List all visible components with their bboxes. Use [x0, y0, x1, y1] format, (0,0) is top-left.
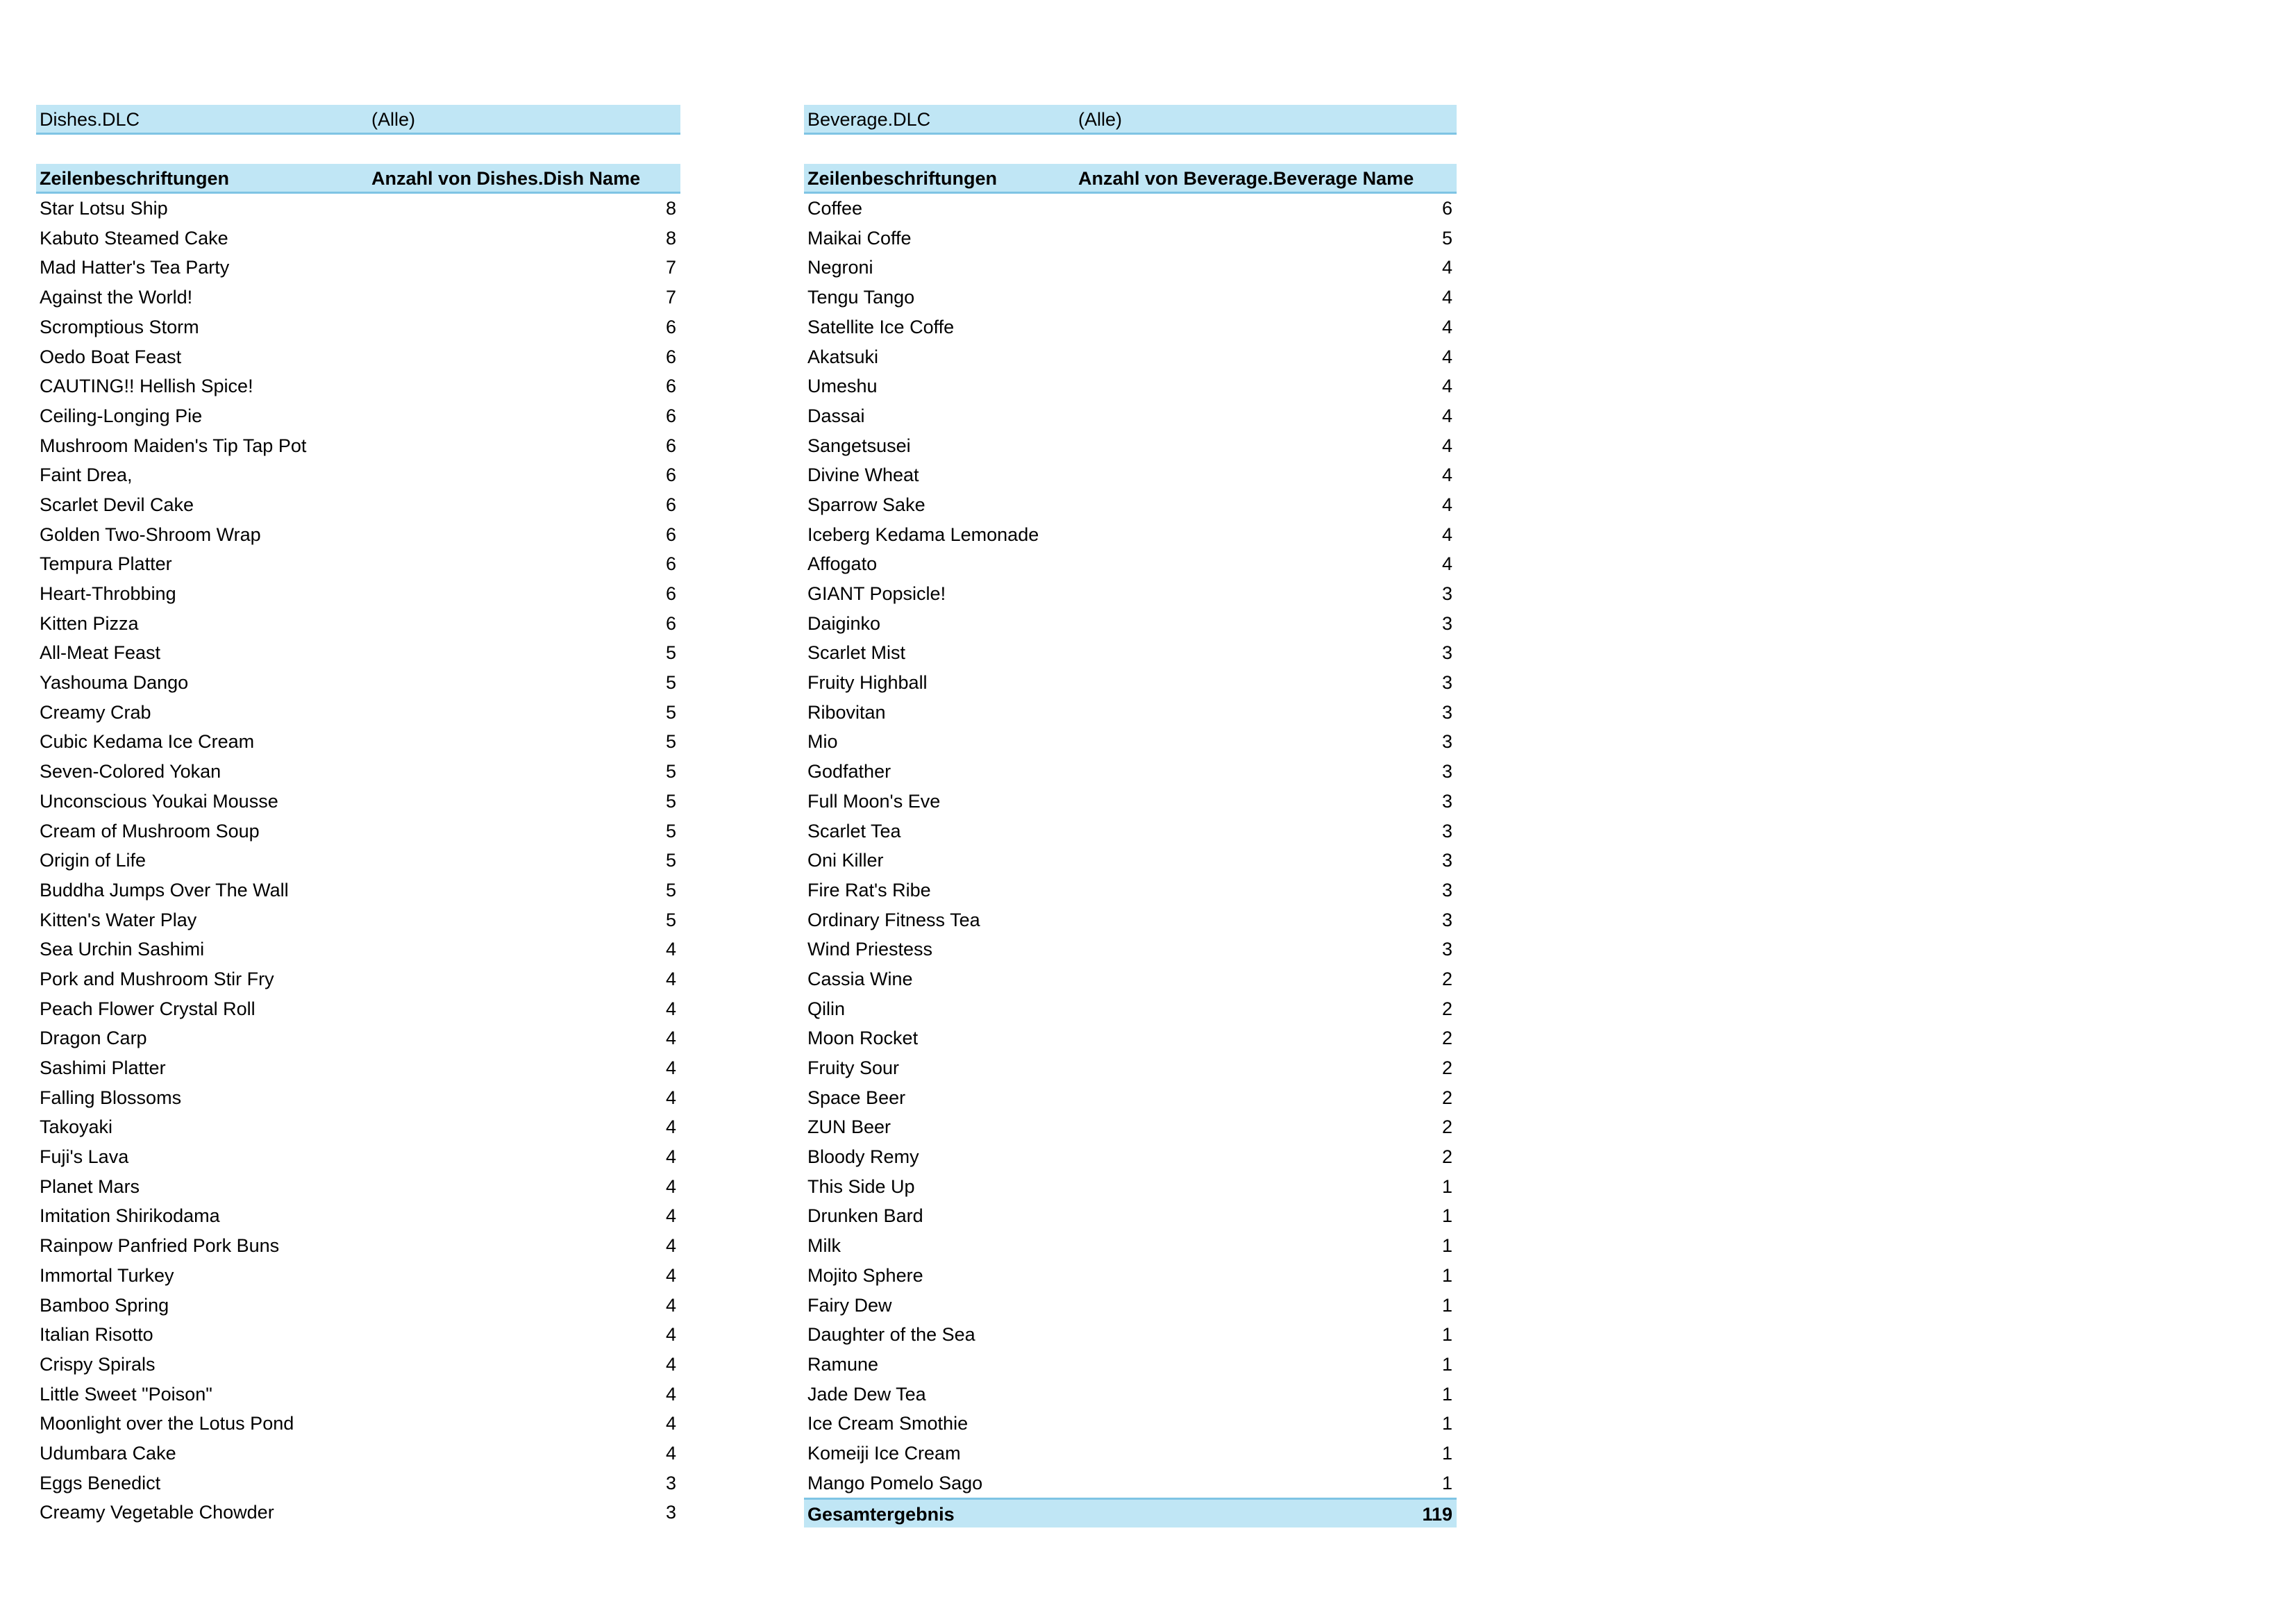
beverage-row-name: Bloody Remy	[807, 1146, 919, 1168]
beverage-row-name: Fruity Sour	[807, 1057, 900, 1078]
dishes-row-count: 5	[665, 820, 676, 842]
dishes-row-count: 5	[665, 790, 676, 812]
beverage-row-name: Oni Killer	[807, 850, 884, 871]
beverage-row-count: 1	[1441, 1413, 1452, 1434]
beverage-row-name: Affogato	[807, 553, 878, 575]
dishes-table-row[interactable]	[36, 1439, 680, 1468]
beverage-table-row[interactable]	[804, 1172, 1457, 1202]
beverage-row-count: 2	[1441, 1116, 1452, 1138]
beverage-table-row[interactable]	[804, 401, 1457, 431]
beverage-row-name: Fruity Highball	[807, 672, 928, 694]
beverage-table-row[interactable]	[804, 1201, 1457, 1231]
beverage-table-row[interactable]	[804, 1291, 1457, 1321]
beverage-table-row[interactable]	[804, 579, 1457, 609]
dishes-row-count: 6	[665, 316, 676, 337]
beverage-row-name: Dassai	[807, 405, 865, 426]
beverage-row-name: Iceberg Kedama Lemonade	[807, 524, 1039, 545]
beverage-row-count: 4	[1441, 524, 1452, 545]
beverage-table-row[interactable]	[804, 342, 1457, 372]
dishes-row-name: Italian Risotto	[40, 1324, 153, 1346]
beverage-row-name: Mango Pomelo Sago	[807, 1472, 983, 1493]
beverage-total-value: 119	[1422, 1504, 1452, 1525]
beverage-table-row[interactable]	[804, 1320, 1457, 1350]
beverage-filter-value[interactable]: (Alle)	[1078, 109, 1123, 130]
beverage-row-count: 3	[1441, 820, 1452, 842]
beverage-table-row[interactable]	[804, 1439, 1457, 1468]
beverage-row-name: Tengu Tango	[807, 287, 915, 308]
dishes-row-name: Takoyaki	[40, 1116, 113, 1138]
dishes-row-name: Cubic Kedama Ice Cream	[40, 731, 255, 753]
beverage-row-count: 3	[1441, 939, 1452, 960]
dishes-table-row[interactable]	[36, 401, 680, 431]
dishes-row-name: Sea Urchin Sashimi	[40, 939, 205, 960]
beverage-row-name: Satellite Ice Coffe	[807, 316, 955, 337]
beverage-row-count: 3	[1441, 701, 1452, 723]
dishes-table-row[interactable]	[36, 1142, 680, 1172]
dishes-row-name: Bamboo Spring	[40, 1294, 169, 1316]
beverage-table-row[interactable]	[804, 253, 1457, 283]
beverage-table-row[interactable]	[804, 1142, 1457, 1172]
beverage-row-name: Maikai Coffe	[807, 227, 912, 249]
dishes-table-row[interactable]	[36, 727, 680, 757]
dishes-table-row[interactable]	[36, 579, 680, 609]
beverage-row-count: 2	[1441, 1146, 1452, 1168]
dishes-row-name: Tempura Platter	[40, 553, 172, 575]
beverage-row-count: 4	[1441, 376, 1452, 397]
dishes-table-row[interactable]	[36, 253, 680, 283]
beverage-row-name: Coffee	[807, 198, 863, 219]
dishes-table-row[interactable]	[36, 1350, 680, 1380]
dishes-table-row[interactable]	[36, 1201, 680, 1231]
beverage-row-count: 3	[1441, 850, 1452, 871]
beverage-row-name: Ramune	[807, 1353, 879, 1375]
dishes-row-name: Crispy Spirals	[40, 1353, 156, 1375]
dishes-row-name: Scarlet Devil Cake	[40, 494, 194, 515]
dishes-table-row[interactable]	[36, 1083, 680, 1113]
beverage-row-name: Fire Rat's Ribe	[807, 879, 931, 901]
beverage-table-row[interactable]	[804, 194, 1457, 224]
dishes-row-name: Seven-Colored Yokan	[40, 761, 221, 782]
dishes-table-row[interactable]	[36, 638, 680, 668]
dishes-row-name: Creamy Crab	[40, 701, 151, 723]
beverage-row-count: 3	[1441, 909, 1452, 930]
beverage-count-header: Anzahl von Beverage.Beverage Name	[1078, 168, 1414, 190]
dishes-table-row[interactable]	[36, 549, 680, 579]
beverage-row-name: Ice Cream Smothie	[807, 1413, 969, 1434]
beverage-filter-field: Beverage.DLC	[807, 109, 931, 130]
dishes-row-name: Creamy Vegetable Chowder	[40, 1502, 274, 1523]
beverage-row-count: 3	[1441, 583, 1452, 604]
beverage-table-row[interactable]	[804, 994, 1457, 1024]
beverage-row-name: Qilin	[807, 998, 846, 1019]
dishes-row-count: 6	[665, 553, 676, 575]
dishes-row-count: 4	[665, 1294, 676, 1316]
dishes-row-count: 8	[665, 227, 676, 249]
beverage-row-count: 6	[1441, 198, 1452, 219]
dishes-table-row[interactable]	[36, 1023, 680, 1053]
dishes-row-count: 4	[665, 939, 676, 960]
beverage-row-count: 3	[1441, 731, 1452, 753]
dishes-table-row[interactable]	[36, 935, 680, 964]
dishes-row-name: Golden Two-Shroom Wrap	[40, 524, 261, 545]
beverage-row-count: 4	[1441, 316, 1452, 337]
dishes-row-count: 4	[665, 1087, 676, 1108]
beverage-table-row[interactable]	[804, 520, 1457, 550]
beverage-row-name: Wind Priestess	[807, 939, 933, 960]
beverage-row-count: 2	[1441, 1057, 1452, 1078]
dishes-row-name: Heart-Throbbing	[40, 583, 176, 604]
beverage-table-row[interactable]	[804, 609, 1457, 639]
beverage-row-name: Full Moon's Eve	[807, 790, 941, 812]
beverage-row-name: ZUN Beer	[807, 1116, 891, 1138]
dishes-row-name: Ceiling-Longing Pie	[40, 405, 203, 426]
dishes-table-row[interactable]	[36, 846, 680, 876]
dishes-row-name: Against the World!	[40, 287, 193, 308]
beverage-row-count: 2	[1441, 1087, 1452, 1108]
beverage-row-name: Daiginko	[807, 612, 881, 634]
beverage-table-row[interactable]	[804, 1468, 1457, 1498]
beverage-filter-row[interactable]	[804, 105, 1457, 135]
beverage-table-row[interactable]	[804, 1350, 1457, 1380]
dishes-table-row[interactable]	[36, 1053, 680, 1083]
beverage-table-row[interactable]	[804, 371, 1457, 401]
dishes-table-row[interactable]	[36, 520, 680, 550]
beverage-row-labels-header[interactable]: Zeilenbeschriftungen	[807, 168, 998, 190]
dishes-row-name: CAUTING!! Hellish Spice!	[40, 376, 253, 397]
dishes-row-name: Kitten Pizza	[40, 612, 139, 634]
beverage-pivot-table	[804, 105, 1457, 1527]
dishes-row-name: Immortal Turkey	[40, 1264, 174, 1286]
dishes-row-name: Imitation Shirikodama	[40, 1205, 220, 1227]
dishes-row-count: 6	[665, 612, 676, 634]
dishes-row-name: Fuji's Lava	[40, 1146, 129, 1168]
dishes-row-name: Star Lotsu Ship	[40, 198, 168, 219]
beverage-row-name: Komeiji Ice Cream	[807, 1442, 961, 1464]
beverage-table-row[interactable]	[804, 876, 1457, 905]
dishes-row-name: Sashimi Platter	[40, 1057, 166, 1078]
beverage-row-count: 4	[1441, 405, 1452, 426]
dishes-row-count: 5	[665, 850, 676, 871]
dishes-count-header: Anzahl von Dishes.Dish Name	[371, 168, 641, 190]
dishes-table-row[interactable]	[36, 283, 680, 312]
beverage-table-row[interactable]	[804, 964, 1457, 994]
beverage-table-row[interactable]	[804, 698, 1457, 728]
beverage-row-count: 4	[1441, 435, 1452, 456]
beverage-row-count: 4	[1441, 346, 1452, 367]
dishes-row-name: Cream of Mushroom Soup	[40, 820, 260, 842]
dishes-row-name: Yashouma Dango	[40, 672, 189, 694]
dishes-filter-value[interactable]: (Alle)	[371, 109, 416, 130]
dishes-spacer	[36, 135, 680, 165]
dishes-row-count: 4	[665, 1116, 676, 1138]
dishes-row-count: 4	[665, 1175, 676, 1197]
dishes-table-row[interactable]	[36, 609, 680, 639]
beverage-row-count: 1	[1441, 1472, 1452, 1493]
dishes-row-count: 4	[665, 1146, 676, 1168]
beverage-row-count: 4	[1441, 287, 1452, 308]
dishes-row-count: 4	[665, 1324, 676, 1346]
beverage-row-name: Umeshu	[807, 376, 878, 397]
dishes-row-count: 6	[665, 346, 676, 367]
dishes-row-count: 4	[665, 968, 676, 989]
beverage-row-count: 3	[1441, 612, 1452, 634]
beverage-row-count: 4	[1441, 494, 1452, 515]
beverage-table-row[interactable]	[804, 668, 1457, 698]
dishes-row-count: 6	[665, 376, 676, 397]
dishes-table-row[interactable]	[36, 1261, 680, 1291]
beverage-row-name: Ordinary Fitness Tea	[807, 909, 980, 930]
beverage-total-label: Gesamtergebnis	[807, 1504, 955, 1525]
beverage-table-row[interactable]	[804, 1261, 1457, 1291]
beverage-table-row[interactable]	[804, 1409, 1457, 1439]
beverage-row-count: 5	[1441, 227, 1452, 249]
dishes-row-count: 3	[665, 1472, 676, 1493]
beverage-row-name: Milk	[807, 1235, 841, 1257]
beverage-row-name: GIANT Popsicle!	[807, 583, 946, 604]
beverage-row-name: Drunken Bard	[807, 1205, 923, 1227]
dishes-table-row[interactable]	[36, 342, 680, 372]
beverage-row-count: 4	[1441, 553, 1452, 575]
beverage-row-name: Divine Wheat	[807, 464, 919, 486]
dishes-row-name: Scromptious Storm	[40, 316, 199, 337]
beverage-row-name: Sangetsusei	[807, 435, 911, 456]
beverage-row-name: This Side Up	[807, 1175, 915, 1197]
dishes-row-count: 6	[665, 435, 676, 456]
dishes-row-name: Eggs Benedict	[40, 1472, 161, 1493]
beverage-header-row	[804, 164, 1457, 194]
dishes-table-row[interactable]	[36, 1468, 680, 1498]
beverage-spacer	[804, 135, 1457, 165]
dishes-table-row[interactable]	[36, 1172, 680, 1202]
dishes-table-row[interactable]	[36, 224, 680, 253]
dishes-row-count: 5	[665, 731, 676, 753]
dishes-row-count: 6	[665, 405, 676, 426]
dishes-row-name: Mushroom Maiden's Tip Tap Pot	[40, 435, 307, 456]
beverage-table-row[interactable]	[804, 638, 1457, 668]
dishes-table-row[interactable]	[36, 1291, 680, 1321]
beverage-table-row[interactable]	[804, 1231, 1457, 1261]
dishes-row-count: 5	[665, 642, 676, 664]
dishes-table-row[interactable]	[36, 787, 680, 817]
dishes-pivot-table	[36, 105, 680, 1527]
dishes-row-name: Kabuto Steamed Cake	[40, 227, 228, 249]
dishes-table-row[interactable]	[36, 1409, 680, 1439]
beverage-row-name: Mio	[807, 731, 838, 753]
beverage-row-count: 1	[1441, 1294, 1452, 1316]
dishes-row-count: 6	[665, 583, 676, 604]
beverage-row-name: Space Beer	[807, 1087, 906, 1108]
beverage-table-row[interactable]	[804, 905, 1457, 935]
dishes-table-row[interactable]	[36, 1231, 680, 1261]
dishes-table-row[interactable]	[36, 490, 680, 520]
dishes-row-labels-header[interactable]: Zeilenbeschriftungen	[40, 168, 230, 190]
beverage-total-row	[804, 1498, 1457, 1527]
beverage-table-row[interactable]	[804, 1083, 1457, 1113]
beverage-table-row[interactable]	[804, 817, 1457, 846]
dishes-table-row[interactable]	[36, 371, 680, 401]
dishes-table-row[interactable]	[36, 460, 680, 490]
dishes-row-name: Udumbara Cake	[40, 1442, 176, 1464]
beverage-row-name: Scarlet Mist	[807, 642, 906, 664]
dishes-table-row[interactable]	[36, 876, 680, 905]
dishes-row-count: 4	[665, 1057, 676, 1078]
dishes-row-count: 4	[665, 1383, 676, 1405]
beverage-table-row[interactable]	[804, 549, 1457, 579]
dishes-table-row[interactable]	[36, 1498, 680, 1527]
beverage-table-row[interactable]	[804, 727, 1457, 757]
dishes-row-count: 5	[665, 909, 676, 930]
beverage-row-count: 1	[1441, 1324, 1452, 1346]
beverage-table-row[interactable]	[804, 1023, 1457, 1053]
beverage-row-count: 1	[1441, 1235, 1452, 1257]
dishes-row-name: Buddha Jumps Over The Wall	[40, 879, 289, 901]
dishes-row-count: 4	[665, 1413, 676, 1434]
dishes-row-name: Oedo Boat Feast	[40, 346, 182, 367]
dishes-row-count: 5	[665, 701, 676, 723]
dishes-table-row[interactable]	[36, 1320, 680, 1350]
beverage-table-row[interactable]	[804, 1112, 1457, 1142]
beverage-table-row[interactable]	[804, 935, 1457, 964]
dishes-row-name: Peach Flower Crystal Roll	[40, 998, 255, 1019]
beverage-row-name: Akatsuki	[807, 346, 879, 367]
beverage-row-count: 1	[1441, 1442, 1452, 1464]
beverage-row-count: 1	[1441, 1383, 1452, 1405]
dishes-row-count: 4	[665, 1264, 676, 1286]
dishes-row-count: 4	[665, 998, 676, 1019]
beverage-row-name: Fairy Dew	[807, 1294, 892, 1316]
beverage-table-row[interactable]	[804, 312, 1457, 342]
dishes-table-row[interactable]	[36, 1380, 680, 1409]
beverage-row-count: 3	[1441, 642, 1452, 664]
dishes-filter-row[interactable]	[36, 105, 680, 135]
beverage-table-row[interactable]	[804, 224, 1457, 253]
dishes-row-count: 7	[665, 287, 676, 308]
dishes-row-count: 6	[665, 464, 676, 486]
dishes-table-row[interactable]	[36, 431, 680, 461]
dishes-row-count: 8	[665, 198, 676, 219]
dishes-row-name: Kitten's Water Play	[40, 909, 197, 930]
beverage-row-count: 1	[1441, 1264, 1452, 1286]
beverage-row-count: 4	[1441, 257, 1452, 278]
beverage-table-row[interactable]	[804, 787, 1457, 817]
beverage-row-name: Scarlet Tea	[807, 820, 901, 842]
dishes-row-count: 5	[665, 879, 676, 901]
dishes-table-row[interactable]	[36, 312, 680, 342]
beverage-row-name: Cassia Wine	[807, 968, 913, 989]
beverage-row-count: 3	[1441, 672, 1452, 694]
dishes-rows	[36, 194, 680, 1527]
beverage-row-name: Jade Dew Tea	[807, 1383, 926, 1405]
beverage-row-count: 1	[1441, 1205, 1452, 1227]
dishes-table-row[interactable]	[36, 964, 680, 994]
dishes-row-name: Rainpow Panfried Pork Buns	[40, 1235, 280, 1257]
dishes-filter-field: Dishes.DLC	[40, 109, 140, 130]
dishes-row-name: Little Sweet "Poison"	[40, 1383, 212, 1405]
dishes-row-name: Faint Drea,	[40, 464, 133, 486]
beverage-row-name: Moon Rocket	[807, 1028, 919, 1049]
dishes-row-count: 5	[665, 761, 676, 782]
dishes-row-count: 4	[665, 1353, 676, 1375]
dishes-table-row[interactable]	[36, 994, 680, 1024]
dishes-table-row[interactable]	[36, 194, 680, 224]
dishes-row-count: 6	[665, 494, 676, 515]
dishes-row-name: Pork and Mushroom Stir Fry	[40, 968, 274, 989]
dishes-row-name: Mad Hatter's Tea Party	[40, 257, 230, 278]
beverage-row-count: 1	[1441, 1353, 1452, 1375]
beverage-table-row[interactable]	[804, 460, 1457, 490]
dishes-table-row[interactable]	[36, 817, 680, 846]
dishes-row-count: 3	[665, 1502, 676, 1523]
beverage-rows	[804, 194, 1457, 1498]
dishes-row-count: 4	[665, 1205, 676, 1227]
beverage-row-count: 1	[1441, 1175, 1452, 1197]
dishes-row-name: Moonlight over the Lotus Pond	[40, 1413, 294, 1434]
beverage-table-row[interactable]	[804, 757, 1457, 787]
beverage-row-name: Daughter of the Sea	[807, 1324, 975, 1346]
dishes-row-count: 4	[665, 1235, 676, 1257]
dishes-row-count: 7	[665, 257, 676, 278]
dishes-table-row[interactable]	[36, 757, 680, 787]
beverage-row-name: Negroni	[807, 257, 873, 278]
beverage-row-name: Ribovitan	[807, 701, 886, 723]
beverage-table-row[interactable]	[804, 1053, 1457, 1083]
beverage-row-count: 3	[1441, 761, 1452, 782]
beverage-row-count: 3	[1441, 879, 1452, 901]
dishes-row-name: Planet Mars	[40, 1175, 140, 1197]
dishes-table-row[interactable]	[36, 668, 680, 698]
dishes-row-name: Falling Blossoms	[40, 1087, 182, 1108]
beverage-row-count: 3	[1441, 790, 1452, 812]
beverage-table-row[interactable]	[804, 431, 1457, 461]
dishes-row-count: 4	[665, 1442, 676, 1464]
dishes-header-row	[36, 164, 680, 194]
dishes-row-name: Dragon Carp	[40, 1028, 147, 1049]
beverage-table-row[interactable]	[804, 1380, 1457, 1409]
dishes-table-row[interactable]	[36, 905, 680, 935]
beverage-row-count: 2	[1441, 998, 1452, 1019]
dishes-table-row[interactable]	[36, 698, 680, 728]
dishes-row-name: All-Meat Feast	[40, 642, 161, 664]
beverage-row-count: 4	[1441, 464, 1452, 486]
beverage-table-row[interactable]	[804, 283, 1457, 312]
dishes-row-name: Unconscious Youkai Mousse	[40, 790, 278, 812]
beverage-row-count: 2	[1441, 1028, 1452, 1049]
dishes-row-count: 4	[665, 1028, 676, 1049]
beverage-row-name: Sparrow Sake	[807, 494, 925, 515]
beverage-table-row[interactable]	[804, 846, 1457, 876]
dishes-row-name: Origin of Life	[40, 850, 146, 871]
beverage-row-count: 2	[1441, 968, 1452, 989]
dishes-row-count: 6	[665, 524, 676, 545]
dishes-table-row[interactable]	[36, 1112, 680, 1142]
dishes-row-count: 5	[665, 672, 676, 694]
beverage-row-name: Mojito Sphere	[807, 1264, 923, 1286]
beverage-table-row[interactable]	[804, 490, 1457, 520]
beverage-row-name: Godfather	[807, 761, 891, 782]
